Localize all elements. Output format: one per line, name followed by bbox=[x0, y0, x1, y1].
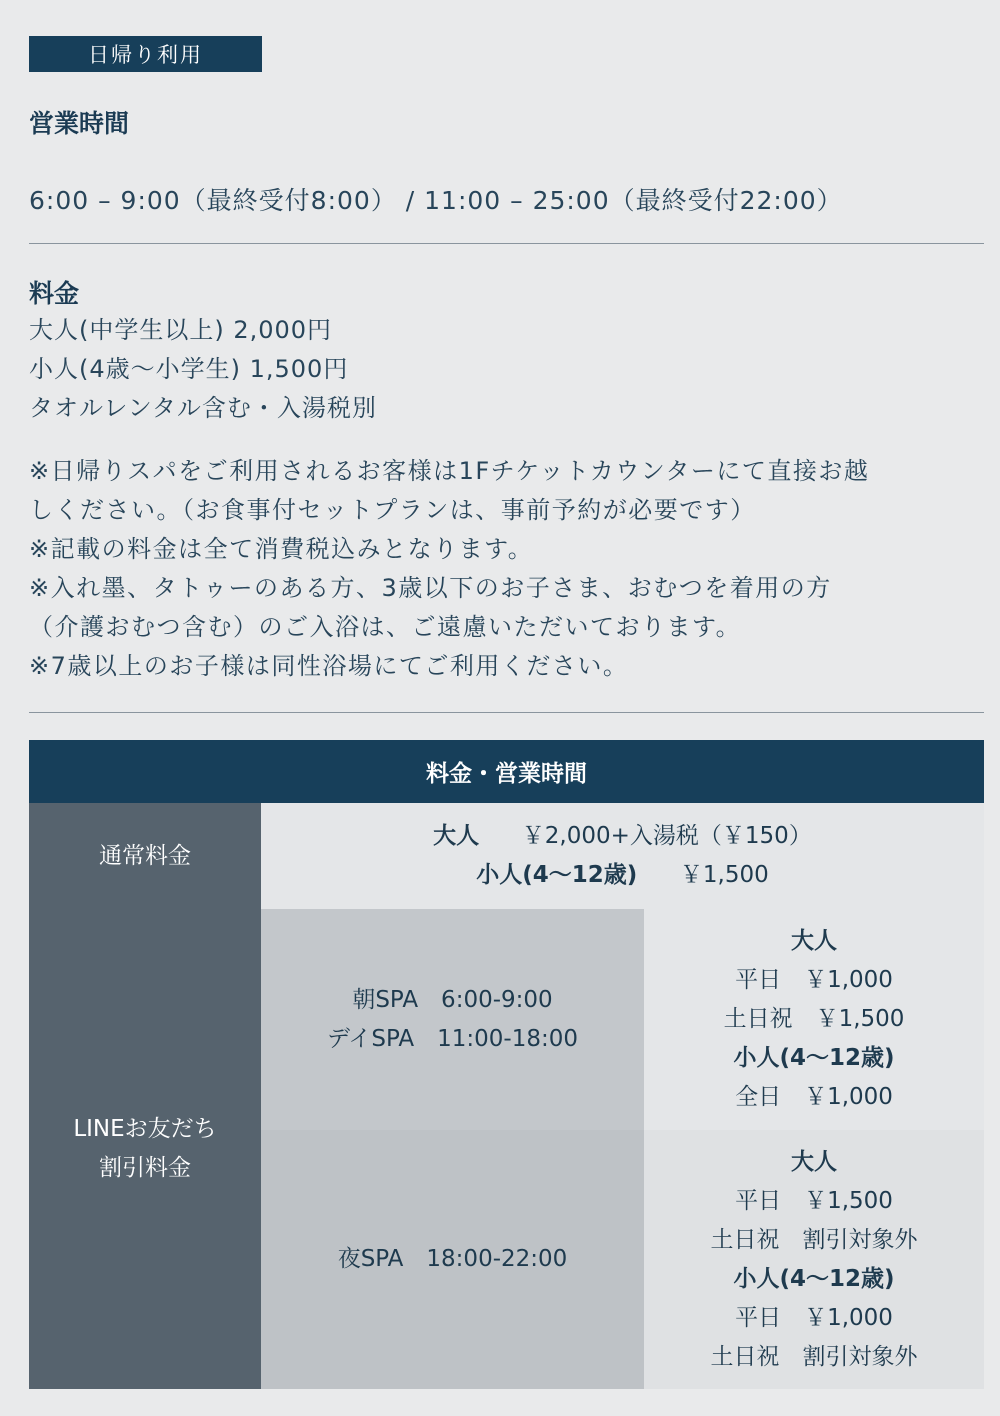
note-line: ※日帰りスパをご利用されるお客様は1Fチケットカウンターにて直接お越 bbox=[29, 457, 870, 485]
regular-child-label: 小人(4〜12歳) bbox=[476, 862, 638, 888]
regular-price-cell bbox=[261, 803, 984, 909]
morning-price-line: 小人(4〜12歳) bbox=[733, 1045, 895, 1071]
night-price-line: 大人 bbox=[791, 1148, 837, 1175]
line-discount-label-1: LINEお友だち bbox=[73, 1116, 217, 1142]
night-price-line: 小人(4〜12歳) bbox=[733, 1265, 895, 1292]
night-spa-time: 夜SPA 18:00-22:00 bbox=[337, 1246, 568, 1272]
notes bbox=[29, 452, 989, 686]
price-line-towel: タオルレンタル含む・入湯税別 bbox=[29, 394, 377, 422]
regular-child-row bbox=[476, 856, 769, 895]
note-line: ※入れ墨、タトゥーのある方、3歳以下のお子さま、おむつを着用の方 bbox=[29, 574, 832, 602]
night-price-line: 平日 ￥1,500 bbox=[735, 1187, 893, 1214]
regular-price-label-cell bbox=[29, 803, 261, 909]
price-line-child: 小人(4歳〜小学生) 1,500円 bbox=[29, 355, 349, 383]
night-price-cell bbox=[644, 1130, 984, 1389]
note-line: ※記載の料金は全て消費税込みとなります。 bbox=[29, 535, 534, 563]
regular-adult-row bbox=[433, 817, 812, 856]
line-discount-label-2: 割引料金 bbox=[99, 1155, 191, 1181]
night-price-line: 平日 ￥1,000 bbox=[735, 1304, 893, 1331]
night-price-line: 土日祝 割引対象外 bbox=[710, 1226, 918, 1253]
divider bbox=[29, 712, 984, 713]
note-line: ※7歳以上のお子様は同性浴場にてご利用ください。 bbox=[29, 652, 629, 680]
regular-adult-label: 大人 bbox=[433, 823, 480, 849]
divider bbox=[29, 243, 984, 244]
note-line: （介護おむつ含む）のご入浴は、ご遠慮いただいております。 bbox=[29, 613, 742, 641]
note-line: しください。（お食事付セットプランは、事前予約が必要です） bbox=[29, 496, 756, 524]
morning-day-price-cell bbox=[644, 909, 984, 1130]
price-lines bbox=[29, 311, 377, 428]
night-price-line: 土日祝 割引対象外 bbox=[710, 1343, 918, 1370]
day-use-badge: 日帰り利用 bbox=[29, 36, 262, 72]
hours-heading: 営業時間 bbox=[29, 109, 130, 138]
table-title: 料金・営業時間 bbox=[29, 740, 984, 803]
morning-day-time-cell bbox=[261, 909, 644, 1130]
morning-price-line: 大人 bbox=[791, 928, 837, 954]
night-time-cell bbox=[261, 1130, 644, 1389]
regular-child-price: ￥1,500 bbox=[679, 862, 769, 888]
price-table bbox=[29, 740, 984, 1389]
regular-price-label: 通常料金 bbox=[99, 842, 191, 869]
price-line-adult: 大人(中学生以上) 2,000円 bbox=[29, 316, 333, 344]
regular-adult-price: ￥2,000+入湯税（￥150） bbox=[521, 823, 812, 849]
line-discount-label-cell bbox=[29, 909, 261, 1389]
morning-price-line: 全日 ￥1,000 bbox=[735, 1084, 893, 1110]
morning-price-line: 平日 ￥1,000 bbox=[735, 967, 893, 993]
day-spa-time: デイSPA 11:00-18:00 bbox=[327, 1025, 578, 1052]
morning-price-line: 土日祝 ￥1,500 bbox=[723, 1006, 905, 1032]
price-heading: 料金 bbox=[29, 279, 80, 308]
morning-spa-time: 朝SPA 6:00-9:00 bbox=[352, 986, 553, 1013]
hours-text: 6:00 – 9:00（最終受付8:00） / 11:00 – 25:00（最終受付22:00） bbox=[29, 186, 843, 215]
